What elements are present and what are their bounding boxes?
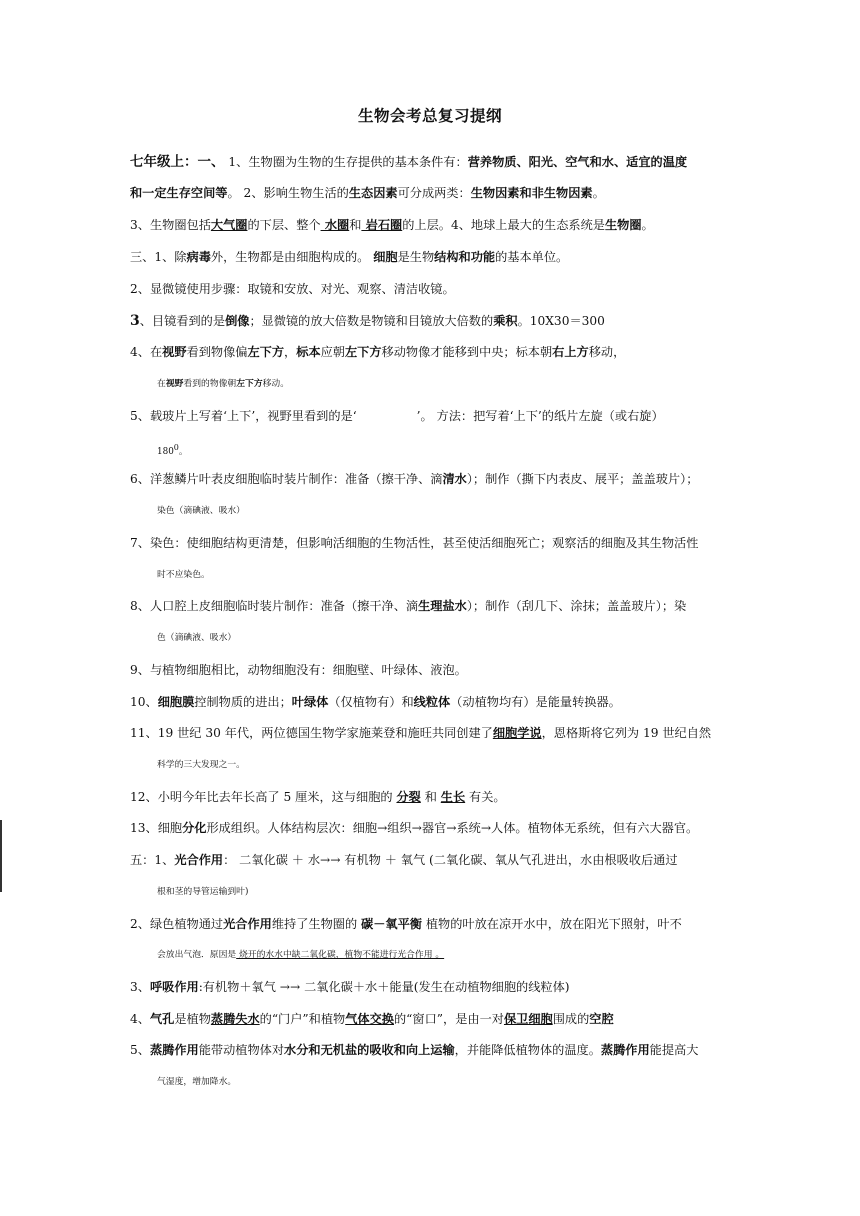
line-2: 和一定生存空间等。 2、影响生物生活的生态因素可分成两类：生物因素和非生物因素。 <box>130 186 605 200</box>
line-14: 时不应染色。 <box>157 570 210 580</box>
line-18: 10、细胞膜控制物质的进出；叶绿体（仅植物有）和线粒体（动植物均有）是能量转换器。 <box>130 695 621 709</box>
line-17: 9、与植物细胞相比，动物细胞没有：细胞壁、叶绿体、液泡。 <box>130 663 467 677</box>
line-16: 色（滴碘液、吸水） <box>157 633 237 643</box>
line-5: 2、显微镜使用步骤：取镜和安放、对光、观察、清洁收镜。 <box>130 282 455 296</box>
line-10: $180^0$。 <box>157 443 188 457</box>
line-22: 13、细胞分化形成组织。人体结构层次：细胞→组织→器官→系统→人体。植物体无系统，但有六大器官。 <box>130 821 699 835</box>
line-30: 气湿度，增加降水。 <box>157 1077 237 1087</box>
line-26: 会放出气泡．原因是 烧开的水水中缺二氧化碳，植物不能进行光合作用 。 <box>157 950 445 960</box>
line-15: 8、人口腔上皮细胞临时装片制作：准备（擦干净、滴生理盐水）；制作（刮几下、涂抹；盖盖玻片）；染 <box>130 599 687 613</box>
line-13: 7、染色：使细胞结构更清楚，但影响活细胞的生物活性，甚至使活细胞死亡；观察活的细胞及其生物活性 <box>130 536 699 550</box>
line-20: 科学的三大发现之一。 <box>157 760 245 770</box>
line-11: 6、洋葱鳞片叶表皮细胞临时装片制作：准备（擦干净、滴清水）；制作（撕下内表皮、展平；盖盖玻片）； <box>130 472 699 486</box>
line-29: 5、蒸腾作用能带动植物体对水分和无机盐的吸收和向上运输，并能降低植物体的温度。蒸腾作用能提高大 <box>130 1043 699 1057</box>
line-12: 染色（滴碘液、吸水） <box>157 506 245 516</box>
line-25: 2、绿色植物通过光合作用维持了生物圈的 碳－氧平衡 植物的叶放在凉开水中，放在阳光下照射，叶不 <box>130 917 682 931</box>
line-4: 三、1、除病毒外，生物都是由细胞构成的。 细胞是生物结构和功能的基本单位。 <box>130 250 569 264</box>
line-19: 11、19 世纪 30 年代，两位德国生物学家施莱登和施旺共同创建了细胞学说，恩格斯将它列为 19 世纪自然 <box>130 726 712 740</box>
margin-bar <box>0 820 2 892</box>
line-23: 五：1、光合作用： 二氧化碳 ＋ 水→→ 有机物 ＋ 氧气 (二氧化碳、氧从气孔进出，水由根吸收后通过 <box>130 853 678 867</box>
line-21: 12、小明今年比去年长高了 5 厘米，这与细胞的 分裂 和 生长 有关。 <box>130 790 506 804</box>
line-6: 3、目镜看到的是倒像；显微镜的放大倍数是物镜和目镜放大倍数的乘积。10X30＝300 <box>130 313 605 329</box>
line-27: 3、呼吸作用:有机物＋氧气 →→ 二氧化碳＋水＋能量(发生在动植物细胞的线粒体) <box>130 980 570 994</box>
line-9: 5、载玻片上写着‘上下’，视野里看到的是‘ ’。 方法：把写着‘上下’的纸片左旋（或右旋） <box>130 409 664 423</box>
line-8: 在视野看到的物像朝左下方移动。 <box>157 379 290 389</box>
line-24: 根和茎的导管运输到叶) <box>157 887 249 897</box>
line-7: 4、在视野看到物像偏左下方，标本应朝左下方移动物像才能移到中央；标本朝右上方移动， <box>130 345 626 359</box>
line-3: 3、生物圈包括大气圈的下层、整个 水圈和 岩石圈的上层。4、地球上最大的生态系统是生物圈。 <box>130 218 654 232</box>
line-1: 七年级上：一、 1、生物圈为生物的生存提供的基本条件有：营养物质、阳光、空气和水、适宜的温度 <box>130 154 688 170</box>
document-title: 生物会考总复习提纲 <box>357 107 502 125</box>
line-28: 4、气孔是植物蒸腾失水的“门户”和植物气体交换的“窗口”，是由一对保卫细胞围成的空腔 <box>130 1012 614 1026</box>
